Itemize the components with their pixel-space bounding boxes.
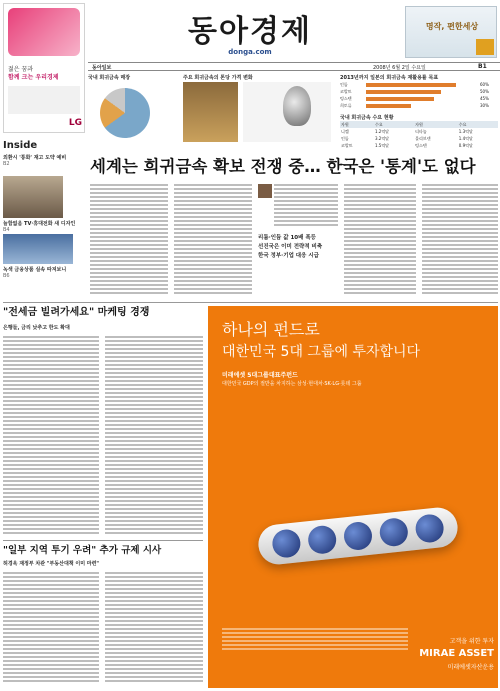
table-cell: 몰리브덴 <box>415 136 431 141</box>
bottom-story <box>3 544 203 689</box>
body-column-3 <box>274 184 338 228</box>
chart-1-title: 국내 희귀금속 매장 <box>88 75 131 81</box>
fund-ad[interactable] <box>208 306 498 688</box>
bottom-body-1 <box>3 572 99 684</box>
highlights <box>258 234 338 261</box>
inside-photo-1 <box>3 176 63 218</box>
inside-item-1[interactable] <box>3 154 85 167</box>
chart-3-row-value: 45% <box>480 96 489 101</box>
chart-2-title: 주요 희귀금속의 톤당 가격 변화 <box>183 75 253 81</box>
column-story <box>3 306 203 538</box>
inside-item-3[interactable] <box>3 266 85 279</box>
masthead-title: 동아경제 <box>188 14 312 49</box>
chart-3-row-value: 30% <box>480 103 489 108</box>
issue-line: 2008년 6월 2일 수요일 <box>373 65 426 71</box>
ad-right-top-brand: 명작, 편한세상 <box>425 22 479 31</box>
fund-ad-capsule <box>256 506 459 567</box>
inside-item-2-page: B4 <box>3 227 10 233</box>
chart-3-title: 2013년까지 일본의 희귀금속 재활용률 목표 <box>340 75 439 81</box>
inside-item-3-page: B6 <box>3 273 10 279</box>
left-ad-table <box>8 86 80 114</box>
section-divider <box>3 302 498 303</box>
chart-3-row-name: 희토류 <box>340 103 352 108</box>
table-header-cell: 수요 <box>458 122 467 127</box>
fund-ad-fund-desc: 대한민국 GDP의 절반을 차지하는 삼성·현대차·SK·LG·롯데 그룹 <box>222 381 362 387</box>
column-title[interactable]: "전세금 빌려가세요" 마케팅 경쟁 <box>3 307 150 318</box>
golf-club-graphic <box>283 86 311 126</box>
table-header-cell: 자원 <box>415 122 423 127</box>
chart-3-row <box>340 96 500 102</box>
section-label: 동아일보 <box>92 65 112 71</box>
table-header-row <box>340 121 498 128</box>
column-body-1 <box>3 336 99 536</box>
highlight-1: 리튬·인듐 값 10배 폭등 <box>258 235 316 241</box>
chart-3-row-value: 60% <box>480 82 489 87</box>
inside-photo-2 <box>3 234 73 264</box>
bottom-divider <box>3 540 203 541</box>
chart-3-row-name: 텅스텐 <box>340 96 352 101</box>
chart-4-table <box>340 121 498 149</box>
table-header-cell: 수요 <box>374 122 383 127</box>
inside-item-1-title: 외환시 '통화' 재고 도약 예비 <box>3 155 67 161</box>
table-cell: 3.2억달 <box>374 136 390 141</box>
table-cell: 0.9억달 <box>458 143 473 148</box>
chart-2 <box>183 74 333 150</box>
capsule-ball <box>271 528 302 559</box>
chart-3-bar <box>366 97 434 101</box>
inside-item-3-title: 녹색 금융상품 실속 따져보니 <box>3 267 67 273</box>
paper-website[interactable]: donga.com <box>228 48 272 56</box>
table-row <box>340 142 498 149</box>
table-header-cell: 자원 <box>341 122 349 127</box>
table-cell: 1.4억달 <box>458 136 473 141</box>
bottom-story-title[interactable]: "일부 지역 투기 우려" 추가 규제 시사 <box>3 545 162 556</box>
fund-ad-headline-1: 하나의 펀드로 <box>222 320 320 339</box>
column-byline: 은행들, 금리 낮추고 한도 확대 <box>3 325 70 331</box>
page-number: B1 <box>478 63 487 70</box>
table-cell: 인듐 <box>341 136 349 141</box>
section-band <box>88 62 500 71</box>
fund-ad-fund-name: 미래에셋 5대그룹대표주펀드 <box>222 372 298 379</box>
table-cell: 니켈 <box>341 129 349 134</box>
table-cell: 1.2억달 <box>374 129 390 134</box>
bottom-story-subtitle: 허경욱 재정부 차관 "부동산대책 이미 마련" <box>3 561 100 567</box>
fund-ad-footer-brand: MIRAE ASSET <box>419 648 494 659</box>
fund-ad-headline-2: 대한민국 5대 그룹에 투자합니다 <box>222 344 421 360</box>
capsule-ball <box>343 521 374 552</box>
capsule-ball <box>414 513 445 544</box>
ad-right-top-logo <box>476 39 494 55</box>
table-cell: 텅스텐 <box>415 143 427 148</box>
left-ad-logo: LG <box>68 118 82 128</box>
chart-1 <box>88 74 178 150</box>
body-column-5 <box>422 184 498 296</box>
chart-3 <box>340 74 500 112</box>
chart-3-row-name: 코발트 <box>340 89 352 94</box>
chart-3-row <box>340 89 500 95</box>
capsule-ball <box>307 524 338 555</box>
inside-item-2-title: 늘함없음 TV·휴대전화 새 디자인 <box>3 221 76 227</box>
bottom-body-2 <box>105 572 203 684</box>
left-ad-graphic <box>8 8 80 56</box>
chart-3-row-value: 50% <box>480 89 489 94</box>
charts-strip <box>88 74 498 150</box>
chart-1-pie <box>100 88 150 138</box>
capsule-ball <box>378 517 409 548</box>
table-row <box>340 135 498 142</box>
left-ad-slogan-2: 함께 크는 우리경제 <box>8 74 59 81</box>
fund-ad-footer-sub: 미래에셋자산운용 <box>447 664 494 671</box>
table-cell: 1.5억달 <box>374 143 390 148</box>
left-ad-slogan-1: 젊은 꿈과 <box>8 66 34 73</box>
chart-3-bar <box>366 83 456 87</box>
body-column-4 <box>344 184 416 296</box>
main-story <box>90 184 498 304</box>
body-column-1 <box>90 184 168 296</box>
inside-label: Inside <box>3 140 38 151</box>
main-headline[interactable]: 세계는 희귀금속 확보 전쟁 중… 한국은 '통계'도 없다 <box>90 157 476 176</box>
table-cell: 티타늄 <box>415 129 427 134</box>
inside-item-2[interactable] <box>3 220 85 233</box>
left-ad[interactable] <box>3 3 85 133</box>
chart-3-row-name: 인듐 <box>340 82 348 87</box>
chart-3-rows <box>340 82 500 112</box>
highlight-2: 선진국은 이미 전략적 비축 <box>258 244 323 250</box>
inside-item-1-page: B2 <box>3 161 10 167</box>
chart-3-row <box>340 103 500 109</box>
chart-3-bar <box>366 90 441 94</box>
ad-right-top[interactable] <box>405 6 497 58</box>
table-cell: 1.3억달 <box>458 129 473 134</box>
highlight-3: 한국 정부·기업 대응 시급 <box>258 253 319 259</box>
fund-ad-fineprint <box>222 628 408 652</box>
chart-3-bar <box>366 104 411 108</box>
chart-4-title: 국내 희귀금속 수요 현황 <box>340 115 394 121</box>
table-row <box>340 128 498 135</box>
table-cell: 코발트 <box>341 143 353 148</box>
body-column-2 <box>174 184 252 296</box>
chart-4 <box>340 114 500 150</box>
chart-2-photo <box>183 82 238 142</box>
reporter-photo <box>258 184 272 198</box>
inside-box <box>3 140 85 290</box>
column-body-2 <box>105 336 203 536</box>
fund-ad-footer-slogan: 고객을 위한 투자 <box>449 638 494 645</box>
chart-3-row <box>340 82 500 88</box>
